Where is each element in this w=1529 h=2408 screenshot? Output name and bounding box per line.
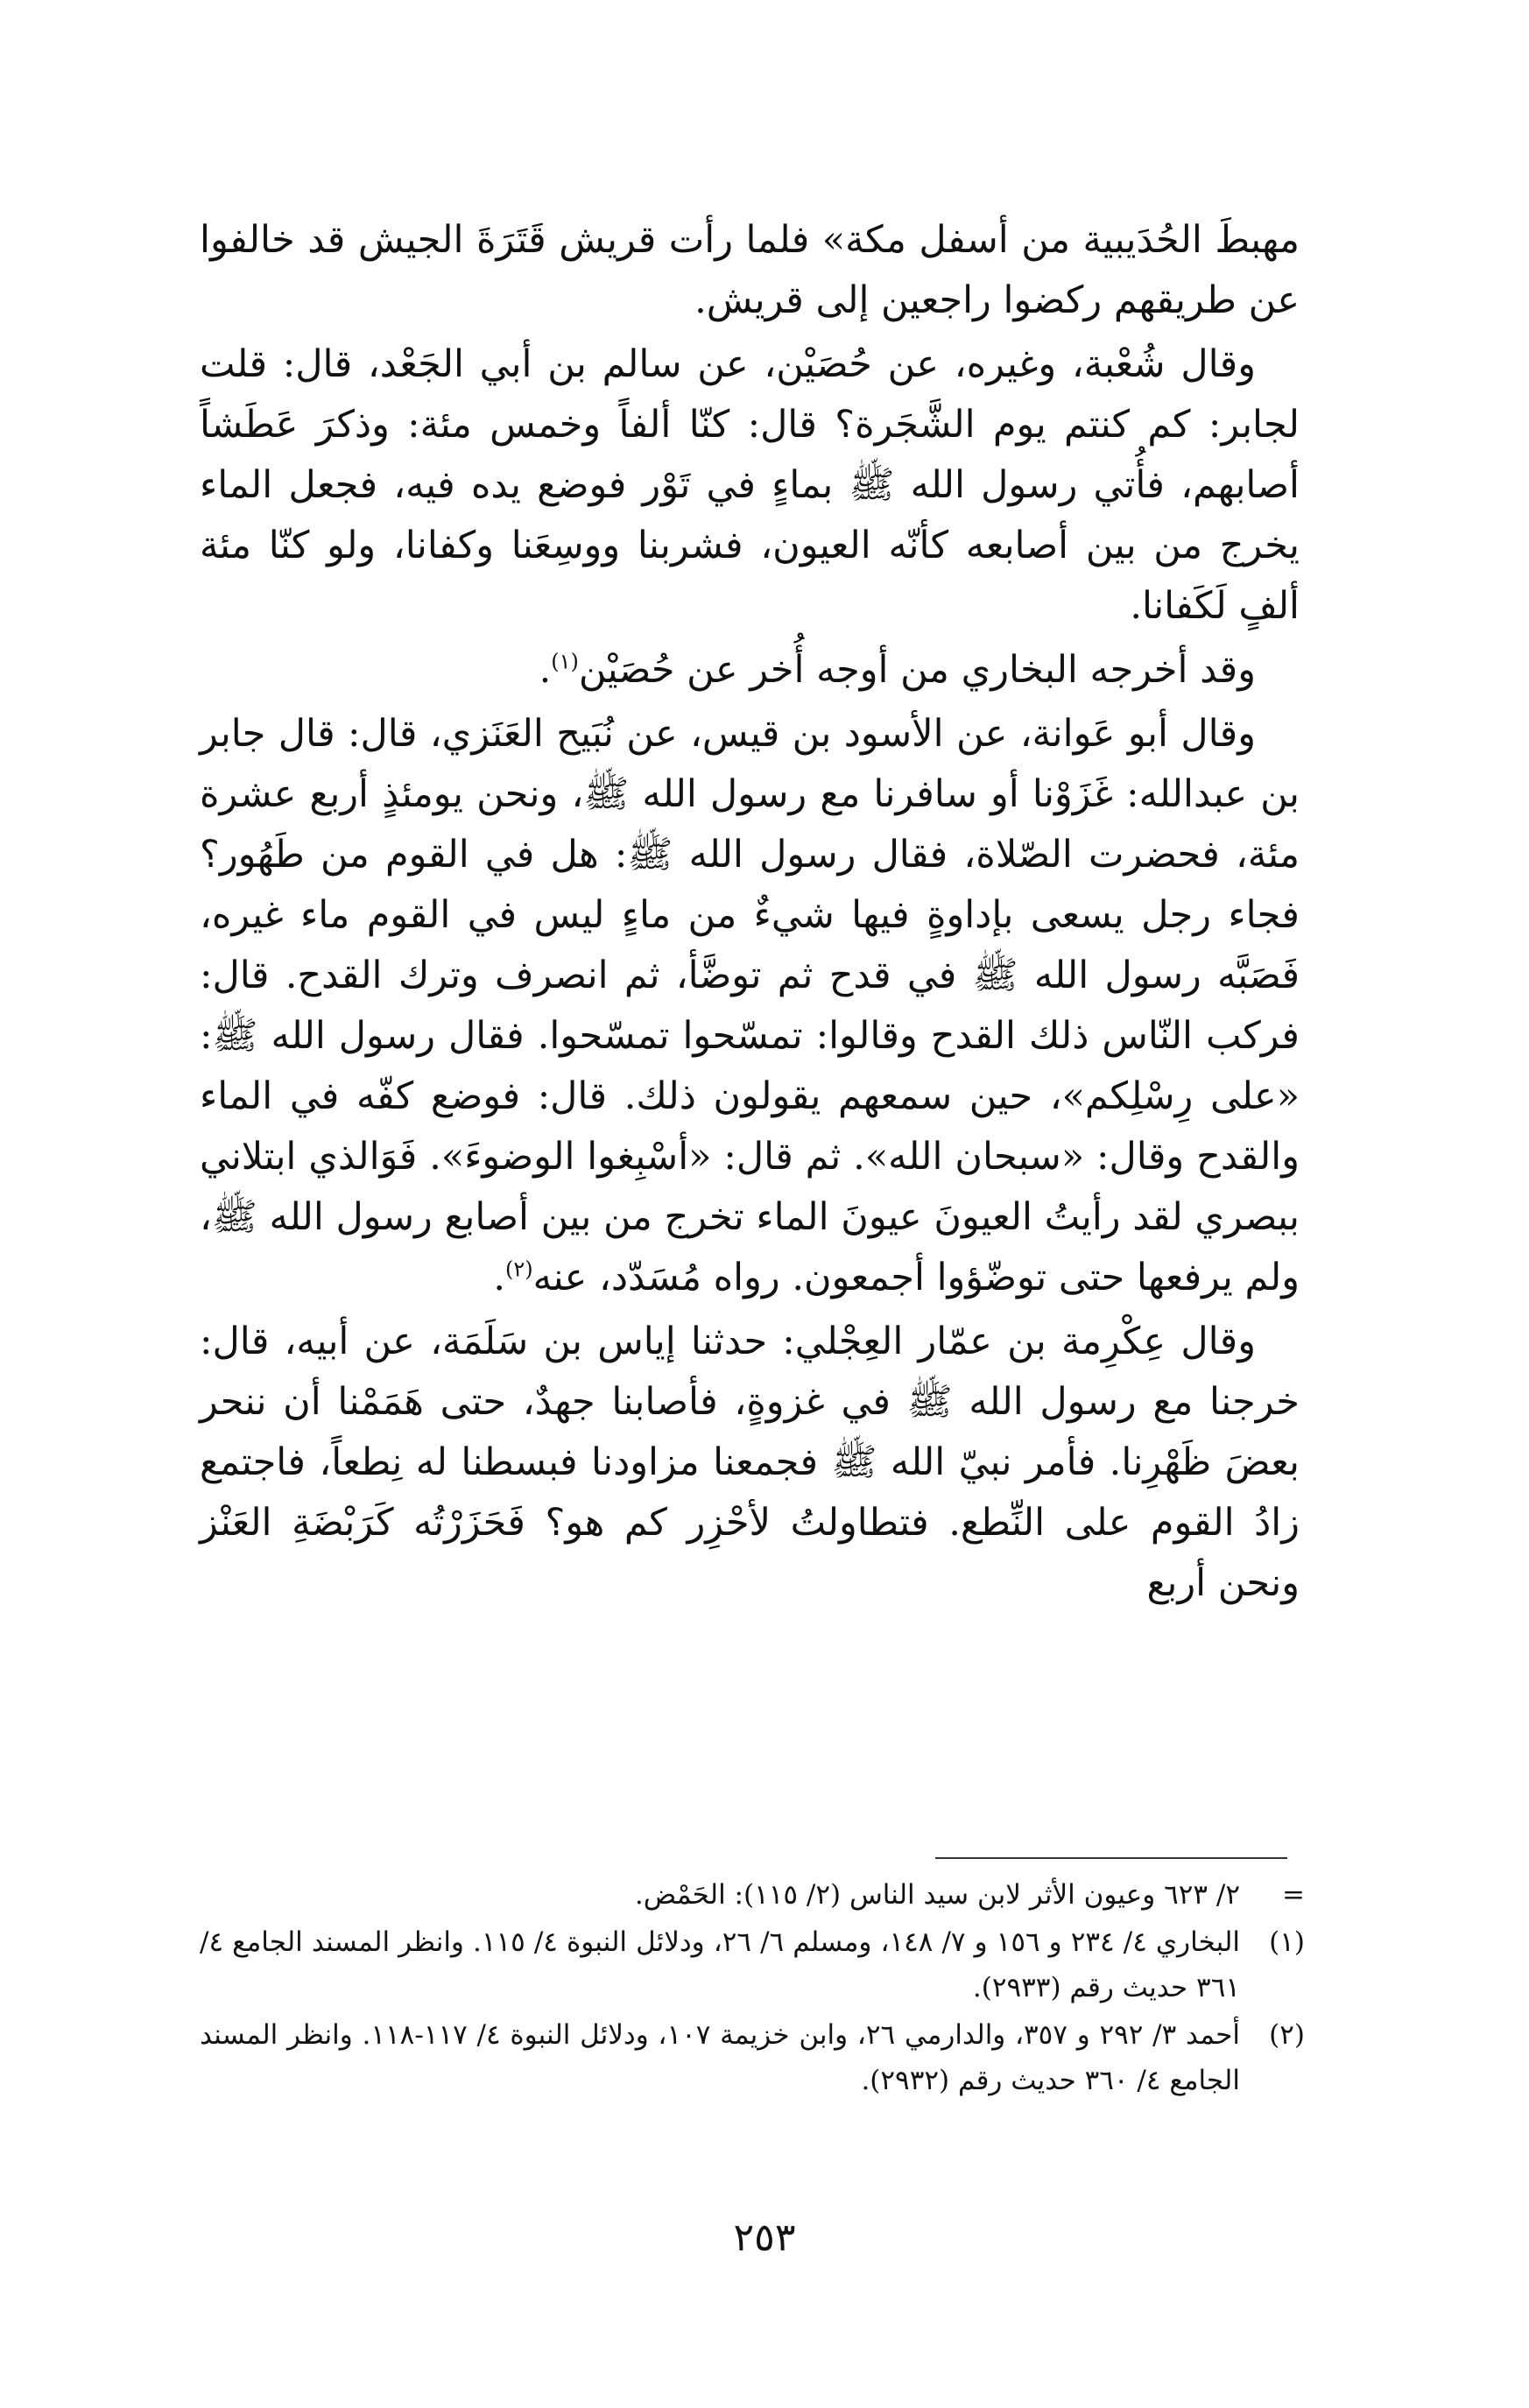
paragraph-4-text: وقال أبو عَوانة، عن الأسود بن قيس، عن نُبَيح العَنَزي، قال: قال جابر بن عبدالله: غَزَوْنا أو سافرنا مع رسول الله ﷺ، ونحن يومئذٍ أربع عشرة مئة، فحضرت الصّلاة، فقال رسول الله ﷺ: هل في القوم من طَهُور؟ فجاء رجل يسعى بإداوةٍ فيها شيءٌ من ماءٍ ليس في القوم ماء غيره، فَصَبَّه رسول الله ﷺ في قدح ثم توضَّأ، ثم انصرف وترك القدح. قال: فركب النّاس ذلك القدح وقالوا: تمسّحوا تمسّحوا. فقال رسول الله ﷺ: «على رِسْلِكم»، حين سمعهم يقولون ذلك. قال: فوضع كفّه في الماء والقدح وقال: «سبحان الله». ثم قال: «أسْبِغوا الوضوءَ». فَوَالذي ابتلاني ببصري لقد رأيتُ العيونَ عيونَ الماء تخرج من بين أصابع رسول الله ﷺ، ولم يرفعها حتى توضّؤوا أجمعون. رواه مُسَدّد، عنه	[200, 712, 1300, 1299]
paragraph-5: وقال عِكْرِمة بن عمّار العِجْلي: حدثنا إياس بن سَلَمَة، عن أبيه، قال: خرجنا مع رسول الله ﷺ في غزوةٍ، فأصابنا جهدٌ، حتى هَمَمْنا أن ننحر بعضَ ظَهْرِنا. فأمر نبيّ الله ﷺ فجمعنا مزاودنا فبسطنا له نِطعاً، فاجتمع زادُ القوم على النِّطع. فتطاولتُ لأحْزِر كم هو؟ فَحَزَرْتُه كَرَبْضَةِ العَنْز ونحن أربع	[200, 1320, 1300, 1605]
footnote-text: أحمد ٣/ ٢٩٢ و ٣٥٧، والدارمي ٢٦، وابن خزيمة ١٠٧، ودلائل النبوة ٤/ ١١٧-١١٨. وانظر المسند الجامع ٤/ ٣٦٠ حديث رقم (٢٩٣٢).	[200, 2019, 1240, 2096]
footnote-ref-2: (٢)	[504, 1257, 533, 1282]
footnote-1	[200, 1919, 1305, 2010]
paragraph-1: مهبطَ الحُدَيبية من أسفل مكة» فلما رأت قريش قَتَرَةَ الجيش قد خالفوا عن طريقهم ركضوا راجعين إلى قريش.	[200, 218, 1300, 322]
footnote-marker: (١)	[1269, 1926, 1305, 1958]
footnote-divider	[935, 1857, 1287, 1859]
footnote-ref-1: (١)	[551, 649, 579, 674]
main-text	[200, 210, 1300, 1614]
paragraph-3	[200, 640, 1300, 701]
footnote-marker: =	[1282, 1879, 1305, 1911]
page-number: ٢٥٣	[733, 2215, 796, 2260]
paragraph-3-end: .	[539, 648, 552, 692]
paragraph-2: وقال شُعْبة، وغيره، عن حُصَيْن، عن سالم بن أبي الجَعْد، قال: قلت لجابر: كم كنتم يوم الشَّجَرة؟ قال: كنّا ألفاً وخمس مئة: وذكرَ عَطَشاً أصابهم، فأُتي رسول الله ﷺ بماءٍ في تَوْر فوضع يده فيه، فجعل الماء يخرج من بين أصابعه كأنّه العيون، فشربنا ووسِعَنا وكفانا، ولو كنّا مئة ألفٍ لَكَفانا.	[200, 342, 1300, 628]
footnote-text: ٢/ ٦٢٣ وعيون الأثر لابن سيد الناس (٢/ ١١٥): الحَمْض.	[634, 1879, 1240, 1911]
footnote-continuation	[200, 1872, 1305, 1918]
footnote-text: البخاري ٤/ ٢٣٤ و ١٥٦ و ٧/ ١٤٨، ومسلم ٦/ ٢٦، ودلائل النبوة ٤/ ١١٥. وانظر المسند الجامع ٤/ ٣٦١ حديث رقم (٢٩٣٣).	[200, 1926, 1241, 2003]
footnotes	[200, 1872, 1305, 2105]
paragraph-3-text: وقد أخرجه البخاري من أوجه أُخر عن حُصَيْن	[578, 648, 1256, 692]
paragraph-4	[200, 704, 1300, 1308]
footnote-marker: (٢)	[1269, 2019, 1305, 2051]
footnote-2	[200, 2012, 1305, 2103]
paragraph-4-end: .	[493, 1256, 505, 1299]
